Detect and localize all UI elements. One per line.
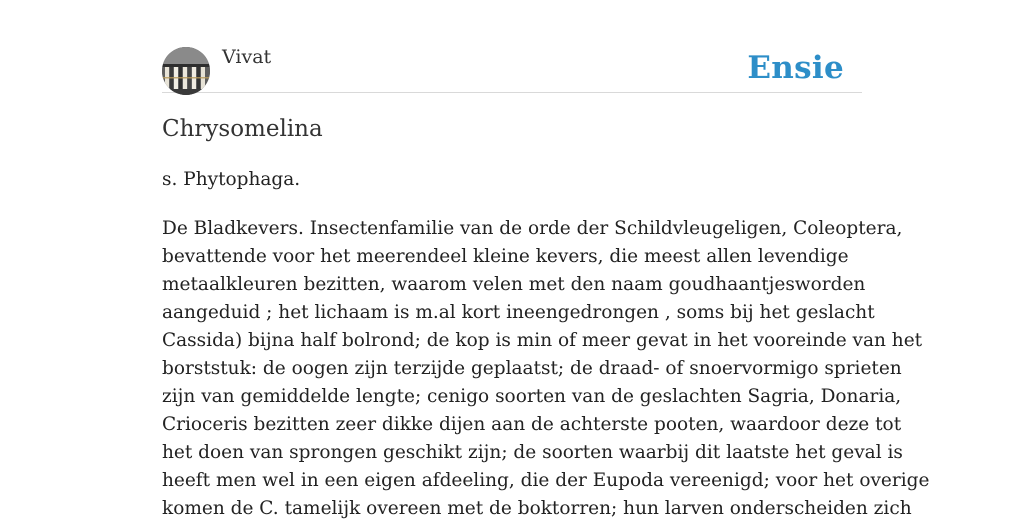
article-page xyxy=(162,0,930,519)
article-title: Chrysomelina xyxy=(162,116,323,142)
article-body xyxy=(162,215,930,523)
source-avatar[interactable] xyxy=(162,47,210,95)
body-line: komen de C. tamelijk overeen met de boktorren; hun larven onderscheiden zich xyxy=(162,498,912,519)
ensie-logo[interactable]: Ensie xyxy=(747,50,844,86)
body-line: bevattende voor het meerendeel kleine kevers, die meest allen levendige xyxy=(162,246,849,267)
body-line: Crioceris bezitten zeer dikke dijen aan de achterste pooten, waardoor deze tot xyxy=(162,414,902,435)
body-line: De Bladkevers. Insectenfamilie van de orde der Schildvleugeligen, Coleoptera, xyxy=(162,218,903,239)
article-subtitle: s. Phytophaga. xyxy=(162,169,301,190)
body-line: borststuk: de oogen zijn terzijde geplaatst; de draad- of snoervormigo sprieten xyxy=(162,358,902,379)
book-spines-avatar-icon xyxy=(162,47,210,95)
body-line: Cassida) bijna half bolrond; de kop is min of meer gevat in het vooreinde van het xyxy=(162,330,923,351)
header xyxy=(162,0,862,93)
source-name[interactable]: Vivat xyxy=(222,46,272,68)
body-line: metaalkleuren bezitten, waarom velen met den naam goudhaantjesworden xyxy=(162,274,866,295)
body-line: aangeduid ; het lichaam is m.al kort ineengedrongen , soms bij het geslacht xyxy=(162,302,875,323)
body-line: het doen van sprongen geschikt zijn; de soorten waarbij dit laatste het geval is xyxy=(162,442,903,463)
body-line: heeft men wel in een eigen afdeeling, die der Eupoda vereenigd; voor het overige xyxy=(162,470,930,491)
body-line: zijn van gemiddelde lengte; cenigo soorten van de geslachten Sagria, Donaria, xyxy=(162,386,902,407)
